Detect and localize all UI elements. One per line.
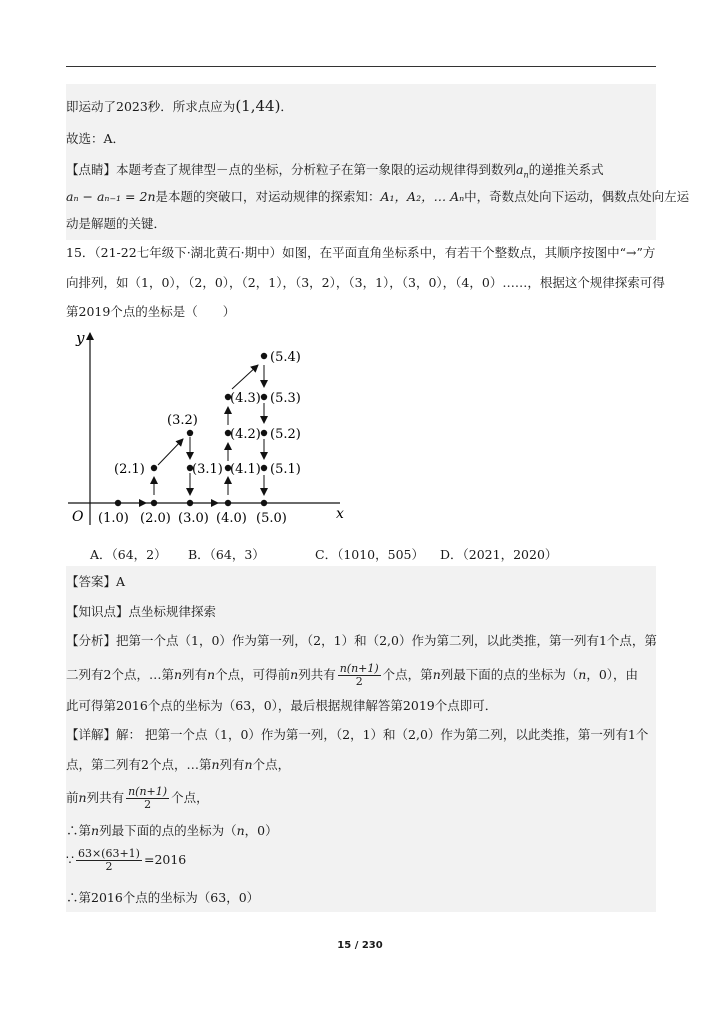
text-span: 个点， [171, 790, 209, 805]
arrow [232, 365, 258, 389]
fraction [76, 848, 142, 873]
math-var: n [211, 757, 220, 772]
text-line [66, 98, 293, 115]
point [187, 430, 193, 436]
math-var: n [78, 790, 87, 805]
x-point-label: (5.0) [256, 511, 287, 526]
text-span: 本题考查了规律型－点的坐标，分析粒子在第一象限的运动规律得到数列 [116, 162, 517, 177]
math-var: n [290, 667, 299, 682]
text-span: 的递推关系式 [528, 162, 604, 177]
text-span: ． [280, 99, 293, 114]
option-b: B．（64，3） [188, 547, 265, 562]
tip-line-2 [66, 189, 689, 205]
text-span: ∵ [66, 852, 74, 867]
text-span: ∴第 [66, 823, 92, 838]
header-rule [66, 66, 656, 67]
tip-label: 【点睛】 [66, 162, 117, 177]
x-point-label: (4.0) [216, 511, 247, 526]
fraction-numerator: n(n+1) [339, 662, 379, 675]
point [151, 500, 157, 506]
math-var: n [244, 757, 253, 772]
text-span: 把第一个点（1，0）作为第一列，（2，1）和（2,0）作为第二列，以此类推，第一列有1个点，第 [116, 633, 657, 648]
point-label: (4.3) [230, 391, 261, 406]
text-span: 列有 [219, 757, 245, 772]
detail-label: 【详解】 [66, 727, 117, 742]
tip-line-3: 动是解题的关键． [66, 216, 167, 231]
text-span: 个点， [252, 757, 291, 772]
option-d: D．（2021，2020） [440, 547, 558, 562]
text-span: 个点，第 [382, 667, 433, 682]
point [261, 430, 267, 436]
text-span: 中，奇数点处向下运动，偶数点处向左运 [464, 189, 690, 204]
fraction-denominator: 2 [355, 675, 363, 688]
math-var: n [578, 667, 587, 682]
text-span: ，0） [244, 823, 278, 838]
math-var: n [91, 823, 100, 838]
math-var: n [173, 667, 183, 682]
analysis-line-2 [66, 660, 638, 690]
point-label: (4.2) [230, 427, 261, 442]
fraction-numerator: 63×(63+1) [77, 847, 140, 860]
fraction-denominator: 2 [105, 860, 113, 873]
x-point-label: (2.0) [140, 511, 171, 526]
text-span: 个点，可得前 [215, 667, 291, 682]
math-var: n [236, 823, 245, 838]
text-span: 即运动了2023秒．所求点应为 [66, 99, 236, 114]
origin-label: O [72, 509, 84, 525]
text-span: 列最下面的点的坐标为（ [99, 823, 237, 838]
point-label: (5.3) [270, 391, 301, 406]
option-a: A．（64，2） [90, 547, 167, 562]
point-label: (2.1) [114, 462, 145, 477]
point [225, 500, 231, 506]
math-formula: aₙ − aₙ₋₁ = 2n [66, 189, 156, 204]
fraction [126, 786, 169, 811]
point-label: (5.2) [270, 427, 301, 442]
math-var: n [432, 667, 441, 682]
point [261, 394, 267, 400]
tip-line-1 [66, 162, 604, 184]
point-label: (5.1) [270, 462, 301, 477]
coordinate-figure [60, 325, 360, 535]
knowledge-line: 【知识点】点坐标规律探索 [66, 604, 217, 619]
option-c: C．（1010，505） [315, 547, 424, 562]
x-axis-label: x [336, 506, 344, 522]
text-span: 列共有 [298, 667, 336, 682]
text-span: 点，第二列有2个点，…第 [66, 757, 212, 772]
analysis-label: 【分析】 [66, 633, 117, 648]
text-span: 列有 [182, 667, 208, 682]
text-span: ，0），由 [586, 667, 639, 682]
choice-line: 故选：A． [66, 131, 126, 146]
point [115, 500, 121, 506]
text-span: =2016 [143, 852, 187, 867]
detail-line-6: ∴第2016个点的坐标为（63，0） [66, 890, 260, 905]
math-sub: n [523, 170, 529, 180]
detail-line-3 [66, 783, 209, 813]
text-span: 是本题的突破口，对运动规律的探索知： [155, 189, 381, 204]
fraction-denominator: 2 [144, 798, 152, 811]
answer-line: 【答案】A [66, 574, 126, 589]
point [151, 465, 157, 471]
point-expression: (1,44) [235, 97, 281, 115]
page-number: 15 / 230 [337, 940, 383, 951]
point-label: (4.1) [230, 462, 261, 477]
detail-line-4 [66, 823, 278, 839]
fraction [338, 663, 381, 688]
point-label: (5.4) [270, 350, 301, 365]
x-point-label: (3.0) [178, 511, 209, 526]
text-span: 解： 把第一个点（1，0）作为第一列，（2，1）和（2,0）作为第二列，以此类推，第一列有1个 [116, 727, 649, 742]
text-span: 列最下面的点的坐标为（ [440, 667, 579, 682]
math-var: n [207, 667, 216, 682]
analysis-line-3: 此可得第2016个点的坐标为（63，0），最后根据规律解答第2019个点即可． [66, 698, 498, 713]
text-span: 前 [66, 790, 79, 805]
point [187, 500, 193, 506]
point-label: (3.1) [192, 462, 223, 477]
detail-line-5 [66, 845, 186, 875]
detail-line-2 [66, 757, 290, 773]
question-line-3: 第2019个点的坐标是（ ） [66, 304, 236, 319]
point [261, 353, 267, 359]
point [261, 500, 267, 506]
y-axis-label: y [76, 329, 85, 347]
question-line-1: 15．（21-22七年级下·湖北黄石·期中）如图，在平面直角坐标系中，有若干个整数点，其顺序按图中“→”方 [66, 245, 656, 260]
point-label: (3.2) [167, 413, 198, 428]
math-var: a [516, 162, 524, 177]
fraction-numerator: n(n+1) [128, 785, 168, 798]
point [261, 465, 267, 471]
x-point-label: (1.0) [98, 511, 129, 526]
text-span: 二列有2个点，…第 [66, 667, 174, 682]
text-span: 列共有 [86, 790, 125, 805]
arrow [158, 439, 183, 465]
detail-line-1 [66, 727, 648, 743]
question-line-2: 向排列，如（1，0），（2，0），（2，1），（3，2），（3，1），（3，0），（4，0）……，根据这个规律探索可得 [66, 275, 665, 290]
math-sequence: A₁，A₂，… Aₙ [380, 189, 465, 204]
analysis-line-1 [66, 633, 657, 649]
